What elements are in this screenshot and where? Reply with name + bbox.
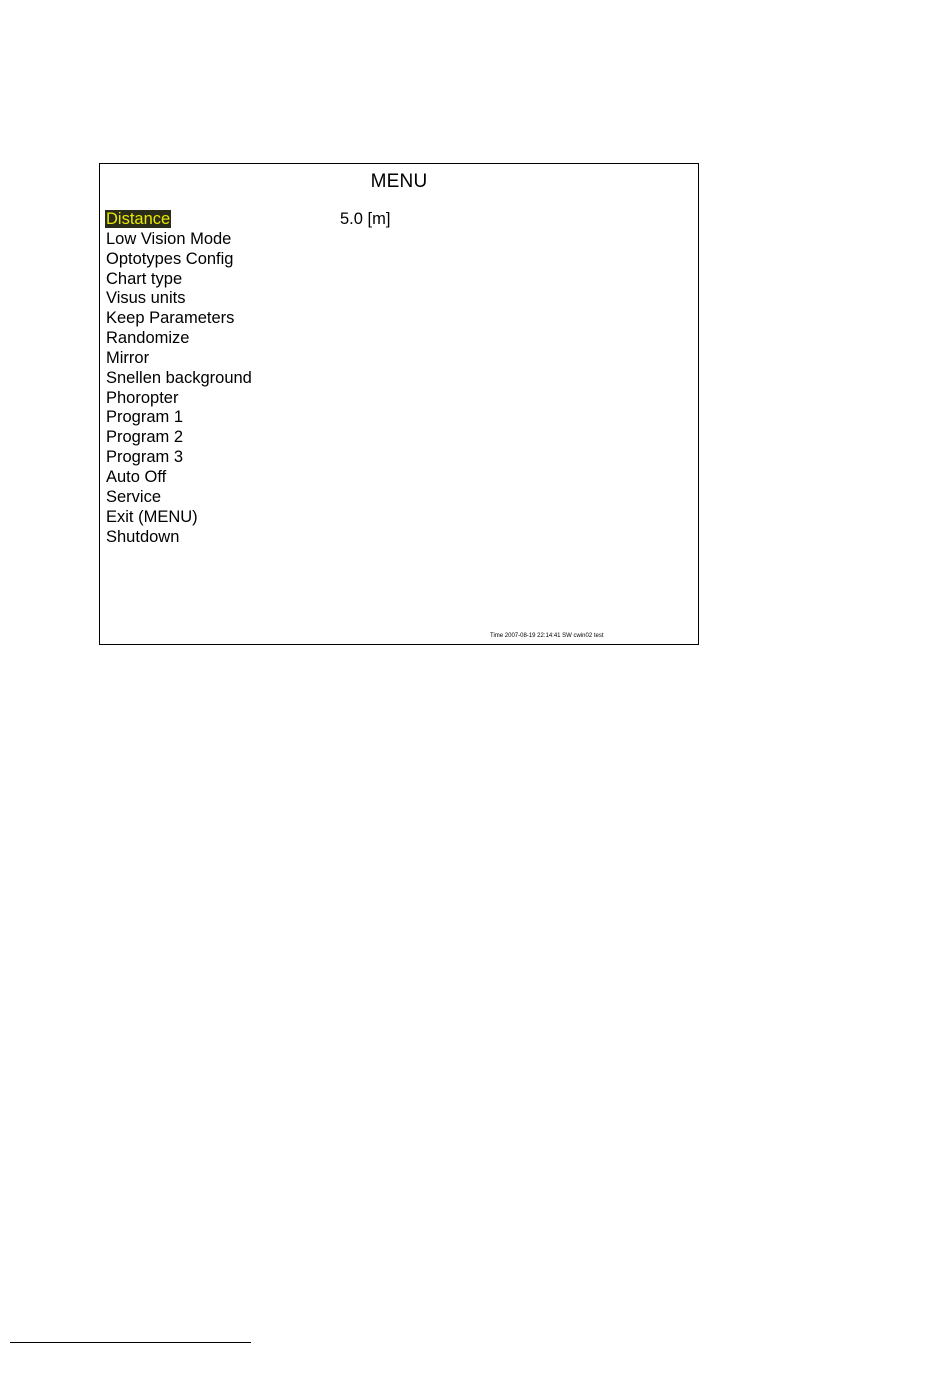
menu-item-visus-units[interactable] [105, 289, 253, 309]
menu-item-chart-type[interactable] [105, 270, 253, 290]
menu-item-snellen-background[interactable] [105, 369, 253, 389]
menu-item-label: Service [106, 487, 162, 506]
menu-item-label: Program 3 [106, 448, 184, 467]
menu-item-label: Snellen background [106, 368, 252, 387]
menu-item-label: Distance [106, 210, 171, 228]
menu-item-mirror[interactable] [105, 349, 253, 369]
menu-item-shutdown[interactable] [105, 528, 253, 548]
menu-item-label: Phoropter [106, 388, 179, 407]
menu-item-label: Program 2 [106, 428, 184, 447]
menu-item-phoropter[interactable] [105, 389, 253, 409]
status-line: Time 2007-08-19 22:14:41 SW cwin02 test [490, 633, 604, 639]
menu-item-exit[interactable] [105, 508, 253, 528]
menu-item-service[interactable] [105, 488, 253, 508]
menu-item-label: Keep Parameters [106, 309, 235, 328]
menu-item-label: Exit (MENU) [106, 507, 198, 526]
menu-item-label: Mirror [106, 348, 150, 367]
menu-item-optotypes-config[interactable] [105, 250, 253, 270]
menu-item-label: Auto Off [106, 467, 167, 486]
menu-item-label: Optotypes Config [106, 249, 234, 268]
menu-list [105, 210, 253, 547]
menu-item-auto-off[interactable] [105, 468, 253, 488]
menu-item-program-1[interactable] [105, 408, 253, 428]
menu-item-randomize[interactable] [105, 329, 253, 349]
menu-item-distance[interactable] [105, 210, 253, 230]
menu-item-label: Program 1 [106, 408, 184, 427]
footnote-divider [10, 1342, 251, 1343]
menu-item-label: Visus units [106, 289, 186, 308]
distance-value: 5.0 [m] [340, 210, 391, 228]
menu-item-keep-parameters[interactable] [105, 309, 253, 329]
menu-item-program-3[interactable] [105, 448, 253, 468]
menu-item-label: Shutdown [106, 527, 180, 546]
menu-screen [99, 163, 699, 645]
menu-title: MENU [370, 171, 428, 192]
menu-item-low-vision-mode[interactable] [105, 230, 253, 250]
menu-item-program-2[interactable] [105, 428, 253, 448]
menu-item-label: Chart type [106, 269, 183, 288]
menu-item-label: Low Vision Mode [106, 229, 232, 248]
menu-item-label: Randomize [106, 329, 190, 348]
